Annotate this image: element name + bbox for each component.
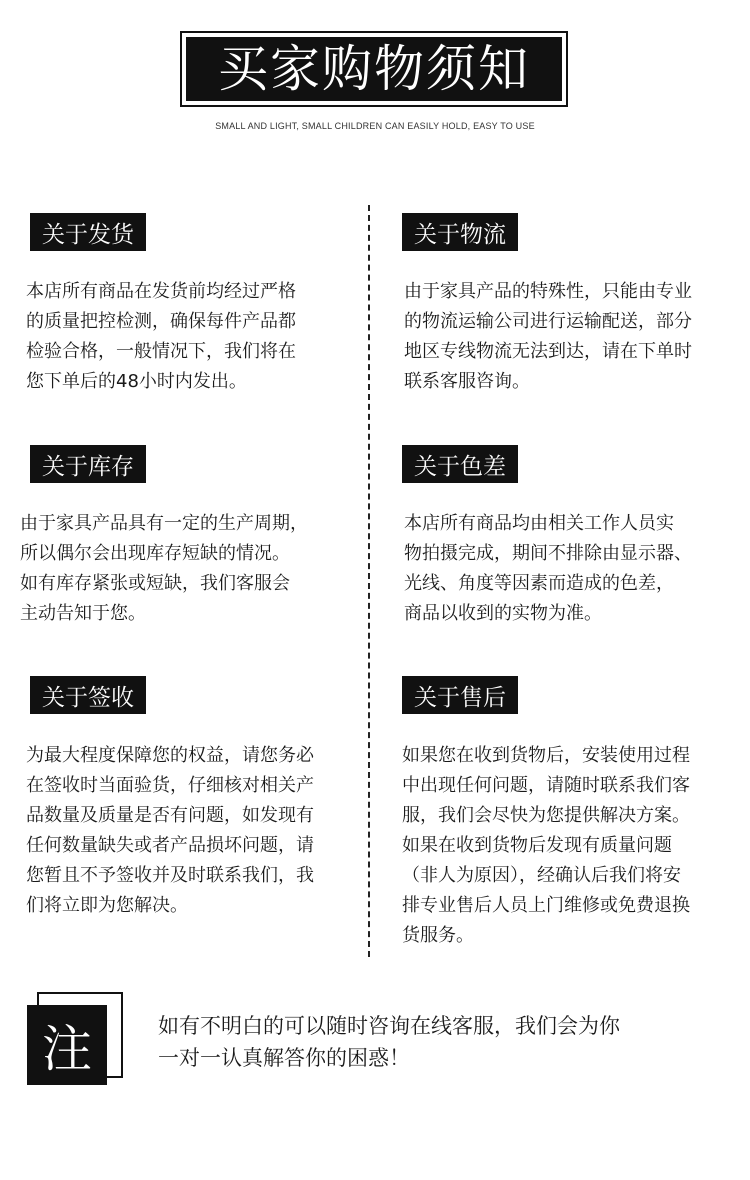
title-frame <box>180 31 568 107</box>
section-body-logistics: 由于家具产品的特殊性，只能由专业 的物流运输公司进行运输配送，部分 地区专线物流无法到达，请在下单时 联系客服咨询。 <box>404 281 692 392</box>
section-body-color: 本店所有商品均由相关工作人员实 物拍摄完成，期间不排除由显示器、 光线、角度等因素而造成的色差， 商品以收到的实物为准。 <box>404 513 692 624</box>
column-divider <box>368 205 370 957</box>
section-body-shipping: 本店所有商品在发货前均经过严格 的质量把控检测，确保每件产品都 检验合格，一般情况下，我们将在 您下单后的48小时内发出。 <box>26 281 296 392</box>
note-text: 如有不明白的可以随时咨询在线客服，我们会为你 一对一认真解答你的困惑！ <box>158 1014 620 1070</box>
section-body-signing: 为最大程度保障您的权益，请您务必 在签收时当面验货，仔细核对相关产 品数量及质量是否有问题，如发现有 任何数量缺失或者产品损坏问题，请 您暂且不予签收并及时联系我们，我 们将立即为您解决。 <box>26 745 314 916</box>
section-heading-color: 关于色差 <box>402 445 518 483</box>
note-mark: 注 <box>27 1005 107 1085</box>
section-heading-logistics: 关于物流 <box>402 213 518 251</box>
section-body-aftersales: 如果您在收到货物后，安装使用过程 中出现任何问题，请随时联系我们客 服，我们会尽快为您提供解决方案。 如果在收到货物后发现有质量问题 （非人为原因），经确认后我们将安 排专业售后人员上门维修或免费退换 货服务。 <box>402 745 690 946</box>
section-heading-shipping: 关于发货 <box>30 213 146 251</box>
section-body-inventory: 由于家具产品具有一定的生产周期， 所以偶尔会出现库存短缺的情况。 如有库存紧张或短缺，我们客服会 主动告知于您。 <box>20 513 308 624</box>
page-subtitle: SMALL AND LIGHT, SMALL CHILDREN CAN EASILY HOLD, EASY TO USE <box>215 121 535 131</box>
section-heading-signing: 关于签收 <box>30 676 146 714</box>
section-heading-aftersales: 关于售后 <box>402 676 518 714</box>
page-title: 买家购物须知 <box>186 37 562 101</box>
section-heading-inventory: 关于库存 <box>30 445 146 483</box>
